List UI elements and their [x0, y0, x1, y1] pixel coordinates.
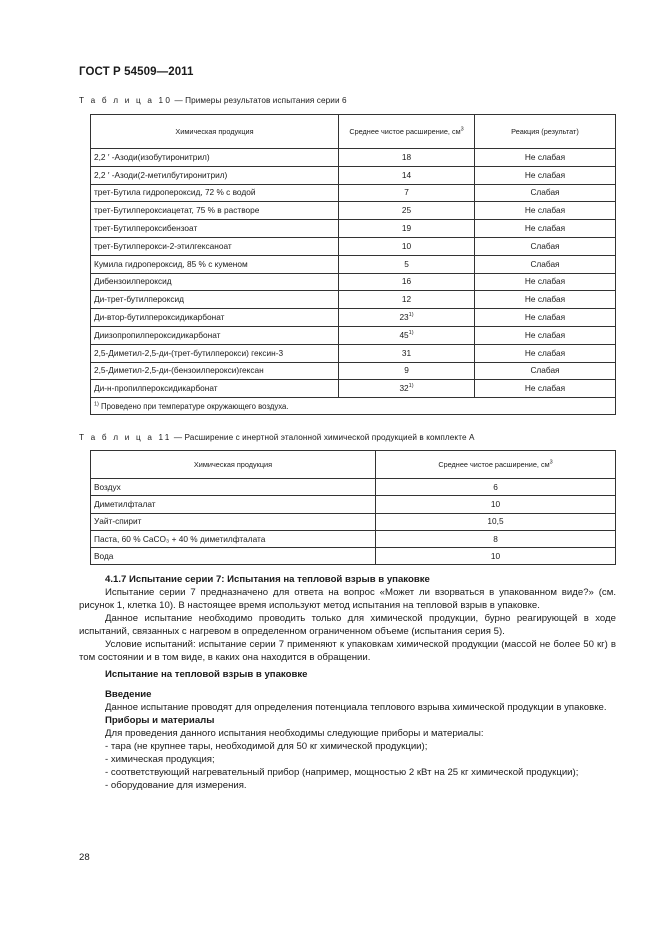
expansion-value: 10: [401, 240, 412, 251]
product-cell: Дибензоилпероксид: [91, 273, 339, 291]
expansion-value: 32: [399, 383, 409, 394]
expansion-cell: [339, 362, 475, 380]
standard-number: ГОСТ Р 54509—2011: [79, 66, 194, 78]
expansion-value: 14: [401, 169, 412, 180]
expansion-cell: [339, 220, 475, 238]
table10-body: [91, 149, 616, 398]
expansion-cell: [339, 273, 475, 291]
paragraph-4: Данное испытание проводят для определения потенциала теплового взрыва химической продукции в упаковке.: [105, 702, 607, 713]
expansion-cell: [339, 166, 475, 184]
table10-caption-text: — Примеры результатов испытания серии 6: [172, 96, 347, 105]
expansion-value: 18: [401, 151, 412, 162]
product-cell: трет-Бутилпероксибензоат: [91, 220, 339, 238]
table11-header-row: [91, 451, 616, 479]
table11-caption: [79, 433, 475, 442]
reaction-cell: Не слабая: [475, 166, 616, 184]
product-cell: трет-Бутилпероксиацетат, 75 % в растворе: [91, 202, 339, 220]
expansion-cell: [339, 184, 475, 202]
list-item: - соответствующий нагревательный прибор (например, мощностью 2 кВт на 25 кг химической продукции);: [105, 767, 579, 778]
reaction-cell: Не слабая: [475, 380, 616, 398]
product-cell: трет-Бутилперокси-2-этилгексаноат: [91, 237, 339, 255]
body-text: [79, 573, 616, 792]
expansion-value: 31: [401, 347, 412, 358]
paragraph-3: Условие испытаний: испытание серии 7 применяют к упаковкам химической продукции (массой не более 50 кг) в том состоянии и в том виде, в каких она находится в обращении.: [79, 639, 616, 663]
product-cell: Ди-н-пропилпероксидикарбонат: [91, 380, 339, 398]
list-item: - оборудование для измерения.: [105, 780, 247, 791]
footnote-ref: 1): [408, 330, 414, 337]
table10-row: [91, 291, 616, 309]
equipment-heading: Приборы и материалы: [105, 715, 215, 726]
product-cell: 2,2 ′ -Азоди(изобутиронитрил): [91, 149, 339, 167]
product-cell: Кумила гидропероксид, 85 % с куменом: [91, 255, 339, 273]
product-cell: 2,2 ′ -Азоди(2-метилбутиронитрил): [91, 166, 339, 184]
table10-row: [91, 255, 616, 273]
intro-heading: Введение: [105, 689, 152, 700]
table11-row: [91, 513, 616, 530]
table11-row: [91, 496, 616, 513]
page-number: 28: [79, 852, 90, 863]
table11-header-expansion-text: Среднее чистое расширение, см: [438, 459, 550, 469]
expansion-cell: 10: [376, 548, 616, 565]
paragraph-2: Данное испытание необходимо проводить только для химической продукции, бурно реагирующей в ходе испытаний, связанных с нагревом в определенном ограниченном объеме (испытания серия 5).: [79, 613, 616, 637]
expansion-value: 16: [401, 276, 412, 287]
paragraph-5: Для проведения данного испытания необходимы следующие приборы и материалы:: [105, 728, 484, 739]
table10-row: [91, 184, 616, 202]
list-item: - химическая продукция;: [105, 754, 215, 765]
table10-row: [91, 380, 616, 398]
expansion-value: 45: [399, 329, 409, 340]
table11-row: [91, 479, 616, 496]
product-cell: 2,5-Диметил-2,5-ди-(трет-бутилперокси) гексин-3: [91, 344, 339, 362]
table11-caption-prefix: Т а б л и ц а 11: [79, 433, 172, 442]
table10-row: [91, 273, 616, 291]
expansion-value: 9: [404, 365, 409, 376]
expansion-cell: 8: [376, 530, 616, 547]
table10-row: [91, 344, 616, 362]
table10-row: [91, 326, 616, 344]
expansion-cell: [339, 149, 475, 167]
table10-row: [91, 237, 616, 255]
expansion-cell: [339, 291, 475, 309]
product-cell: Вода: [91, 548, 376, 565]
reaction-cell: Не слабая: [475, 344, 616, 362]
expansion-cell: 6: [376, 479, 616, 496]
product-cell: трет-Бутила гидропероксид, 72 % с водой: [91, 184, 339, 202]
table10-footnote-row: [91, 398, 616, 415]
product-cell: 2,5-Диметил-2,5-ди-(бензоилперокси)гексан: [91, 362, 339, 380]
product-cell: Воздух: [91, 479, 376, 496]
reaction-cell: Не слабая: [475, 220, 616, 238]
product-cell: Диизопропилпероксидикарбонат: [91, 326, 339, 344]
table11: [90, 450, 616, 565]
table11-row: [91, 530, 616, 547]
expansion-cell: 10: [376, 496, 616, 513]
expansion-value: 25: [401, 205, 412, 216]
table10-row: [91, 166, 616, 184]
expansion-cell: [339, 380, 475, 398]
table11-caption-text: — Расширение с инертной эталонной химической продукцией в комплекте А: [171, 433, 475, 442]
product-cell: Ди-втор-бутилпероксидикарбонат: [91, 309, 339, 327]
table10-row: [91, 149, 616, 167]
expansion-cell: [339, 202, 475, 220]
expansion-value: 19: [401, 223, 412, 234]
table11-row: [91, 548, 616, 565]
expansion-cell: [339, 237, 475, 255]
product-cell: Паста, 60 % CaCO₃ + 40 % диметилфталата: [91, 530, 376, 547]
reaction-cell: Не слабая: [475, 291, 616, 309]
reaction-cell: Слабая: [475, 255, 616, 273]
table11-header-expansion: [376, 451, 616, 479]
reaction-cell: Не слабая: [475, 309, 616, 327]
expansion-value: 12: [401, 294, 412, 305]
section-heading: 4.1.7 Испытание серии 7: Испытания на тепловой взрыв в упаковке: [105, 574, 430, 585]
expansion-cell: [339, 309, 475, 327]
product-cell: Уайт-спирит: [91, 513, 376, 530]
footnote-ref: 1): [408, 383, 414, 390]
reaction-cell: Не слабая: [475, 273, 616, 291]
expansion-cell: [339, 326, 475, 344]
product-cell: Диметилфталат: [91, 496, 376, 513]
list-item: - тара (не крупнее тары, необходимой для 50 кг химической продукции);: [105, 741, 428, 752]
table10: [90, 114, 616, 415]
table11-header-expansion-unit: 3: [549, 459, 553, 466]
table10-row: [91, 202, 616, 220]
expansion-value: 7: [404, 187, 409, 198]
reaction-cell: Не слабая: [475, 326, 616, 344]
reaction-cell: Не слабая: [475, 149, 616, 167]
paragraph-1: Испытание серии 7 предназначено для ответа на вопрос «Может ли взорваться в упакованном виде?» (см. рисунок 1, клетка 10). В настоящее время используют метод испытания на тепловой взрыв в упаковке.: [79, 587, 616, 611]
reaction-cell: Слабая: [475, 237, 616, 255]
table10-row: [91, 220, 616, 238]
table10-header-expansion-text: Среднее чистое расширение, см: [349, 126, 461, 136]
footnote-ref: 1): [408, 312, 414, 319]
reaction-cell: Слабая: [475, 184, 616, 202]
product-cell: Ди-трет-бутилпероксид: [91, 291, 339, 309]
table11-body: [91, 479, 616, 565]
table10-row: [91, 362, 616, 380]
table10-header-row: [91, 115, 616, 149]
table10-header-product: Химическая продукция: [91, 115, 339, 149]
table10-header-reaction: Реакция (результат): [475, 115, 616, 149]
table10-footnote: [91, 398, 616, 415]
reaction-cell: Слабая: [475, 362, 616, 380]
table10-caption: [79, 96, 347, 105]
table10-footnote-mark: 1): [94, 401, 99, 408]
table10-footnote-text: Проведено при температуре окружающего воздуха.: [98, 401, 289, 411]
table10-header-expansion-unit: 3: [460, 126, 464, 133]
expansion-cell: [339, 344, 475, 362]
reaction-cell: Не слабая: [475, 202, 616, 220]
subsection-heading: Испытание на тепловой взрыв в упаковке: [105, 669, 308, 680]
table10-header-expansion: [339, 115, 475, 149]
table10-caption-prefix: Т а б л и ц а 10: [79, 96, 173, 105]
expansion-cell: 10,5: [376, 513, 616, 530]
expansion-cell: [339, 255, 475, 273]
table10-row: [91, 309, 616, 327]
table11-header-product: Химическая продукция: [91, 451, 376, 479]
expansion-value: 5: [404, 258, 409, 269]
expansion-value: 23: [399, 312, 409, 323]
